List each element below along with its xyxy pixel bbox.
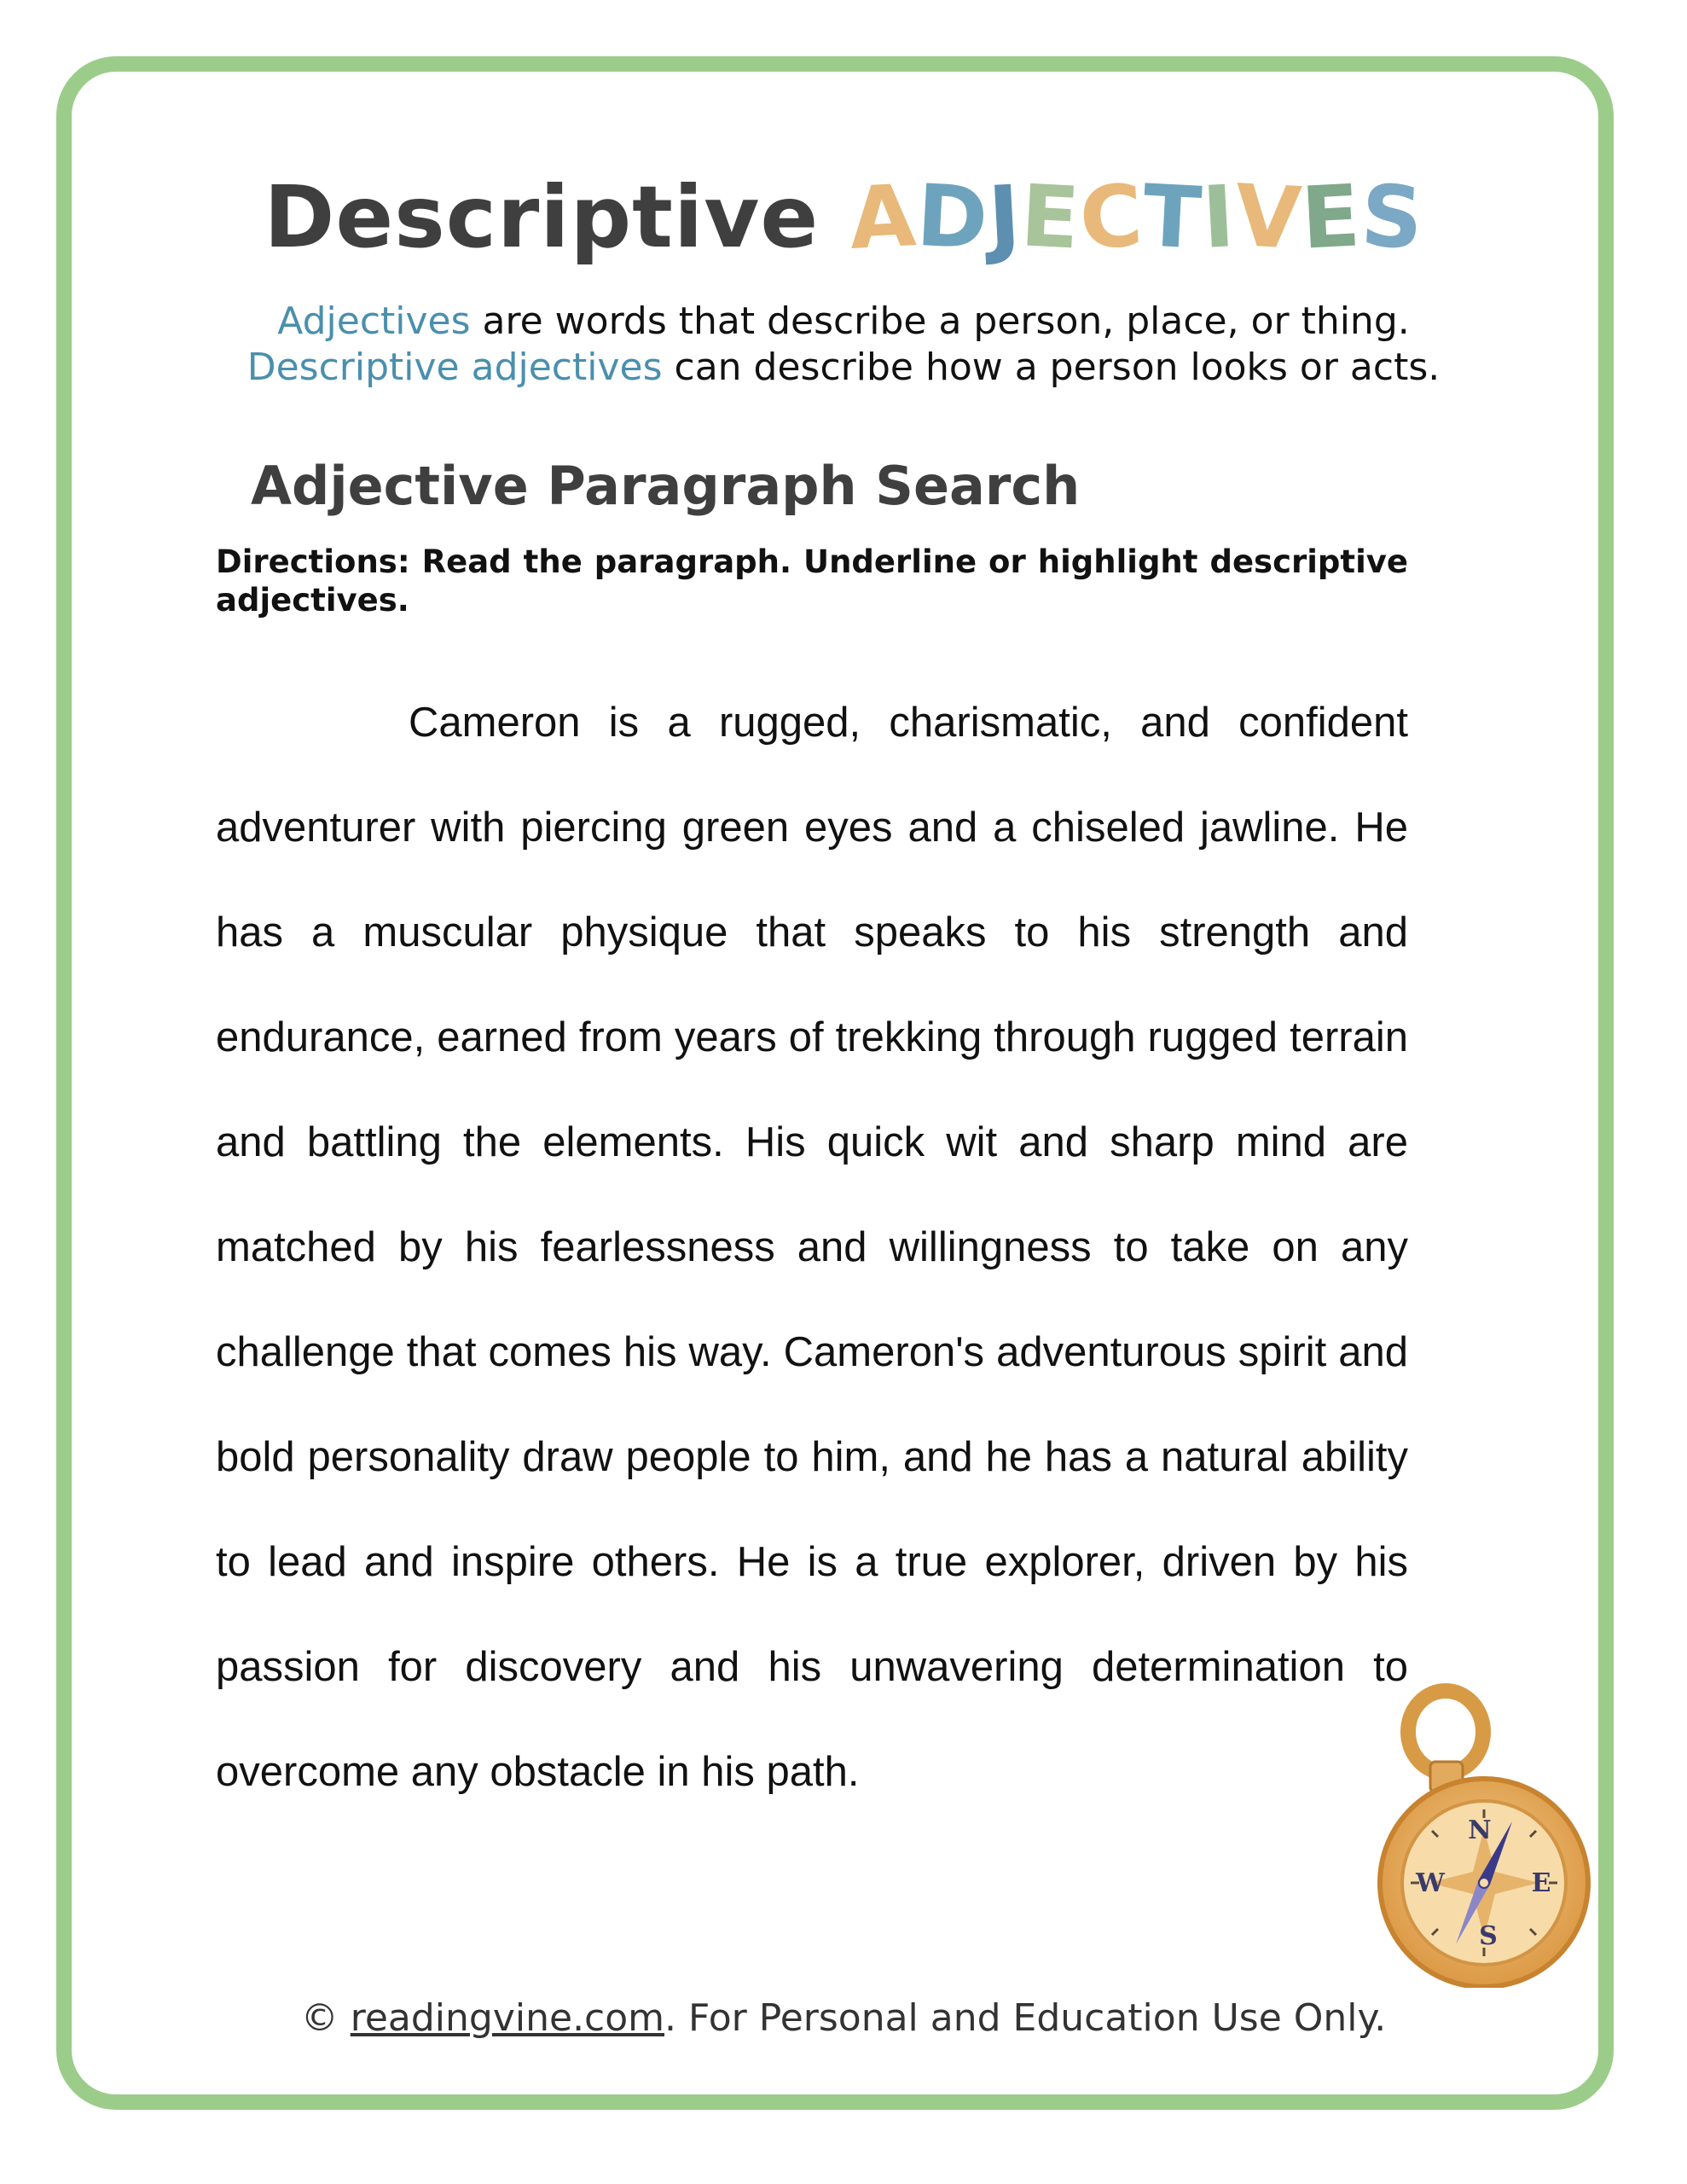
title-letter: A (847, 166, 919, 269)
intro-line-2 (0, 345, 1687, 391)
compass-letter-n: N (1468, 1815, 1492, 1845)
intro-highlight-descriptive: Descriptive adjectives (246, 346, 663, 389)
footer-link[interactable]: readingvine.com (350, 1996, 665, 2040)
compass-letter-w: W (1416, 1868, 1445, 1898)
copyright-symbol: © (300, 1996, 339, 2040)
title-letter: S (1358, 166, 1426, 269)
compass-letter-e: E (1531, 1868, 1551, 1898)
compass-icon (1352, 1676, 1608, 1988)
intro-line-1 (0, 299, 1687, 345)
intro-line-1-text: are words that describe a person, place, or thing. (470, 299, 1410, 343)
intro-line-2-text: can describe how a person looks or acts. (662, 346, 1441, 389)
intro-definition (0, 299, 1687, 391)
title-descriptive: Descriptive (264, 167, 820, 267)
story-paragraph: Cameron is a rugged, charismatic, and confident adventurer with piercing green eyes and a chiseled jawline. He has a muscular physique that speaks to his strength and endurance, earned from years of trekking through rugged terrain and battling the elements. His quick wit and sharp mind are matched by his fearlessness and willingness to take on any challenge that comes his way. Cameron's adventurous spirit and bold personality draw people to him, and he has a natural ability to lead and inspire others. He is a true explorer, driven by his passion for discovery and his unwavering determination to overcome any obstacle in his path. (216, 700, 1408, 1795)
title-letter: D (913, 165, 991, 270)
footer-text: . For Personal and Education Use Only. (664, 1996, 1387, 2040)
directions-text: Directions: Read the paragraph. Underline or highlight descriptive adjectives. (216, 543, 1408, 619)
title-letter: E (1299, 166, 1364, 269)
title-letter: J (985, 166, 1023, 268)
compass-letter-s: S (1479, 1921, 1498, 1951)
footer (0, 1995, 1687, 2042)
title-letter: E (1017, 166, 1083, 269)
title-adjectives (847, 165, 1426, 270)
compass-pivot (1479, 1878, 1489, 1888)
title-letter: I (1199, 166, 1238, 268)
page-title (0, 162, 1687, 273)
section-heading: Adjective Paragraph Search (251, 455, 1081, 517)
title-letter: C (1077, 166, 1146, 269)
intro-highlight-adjectives: Adjectives (277, 299, 471, 343)
title-letter: V (1232, 166, 1305, 269)
title-letter: T (1140, 166, 1205, 269)
